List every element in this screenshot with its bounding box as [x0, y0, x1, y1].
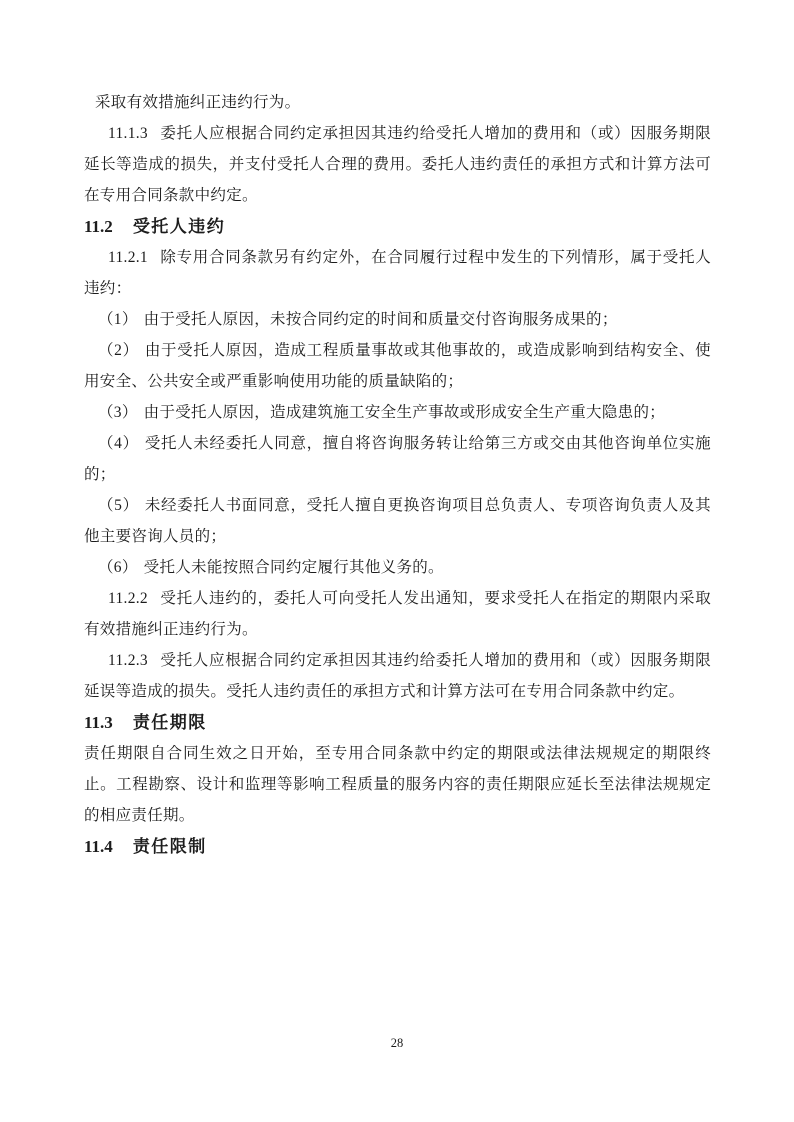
list-item-text: 受托人未能按照合同约定履行其他义务的。 — [143, 559, 444, 576]
page-content — [84, 87, 711, 862]
page-number: 28 — [390, 1036, 404, 1050]
list-item-3 — [84, 397, 711, 428]
clause-11-3-body: 责任期限自合同生效之日开始，至专用合同条款中约定的期限或法律法规规定的期限终止。工程勘察、设计和监理等影响工程质量的服务内容的责任期限应延长至法律法规规定的相应责任期。 — [84, 745, 711, 824]
clause-text: 委托人应根据合同约定承担因其违约给受托人增加的费用和（或）因服务期限延长等造成的损失，并支付受托人合理的费用。委托人违约责任的承担方式和计算方法可在专用合同条款中约定。 — [84, 125, 711, 204]
clause-number: 11.2.3 — [108, 652, 148, 669]
list-item-2 — [84, 335, 711, 397]
heading-11-2 — [84, 211, 711, 242]
clause-number: 11.2.1 — [108, 249, 148, 266]
list-item-number: （4） — [98, 435, 139, 452]
list-item-number: （2） — [98, 342, 139, 359]
list-item-text: 未经委托人书面同意，受托人擅自更换咨询项目总负责人、专项咨询负责人及其他主要咨询人员的； — [84, 497, 711, 545]
heading-number: 11.2 — [84, 217, 113, 236]
list-item-text: 由于受托人原因，造成建筑施工安全生产事故或形成安全生产重大隐患的； — [143, 404, 666, 421]
clause-11-2-1 — [84, 242, 711, 304]
clause-11-1-3 — [84, 118, 711, 211]
list-item-text: 由于受托人原因，未按合同约定的时间和质量交付咨询服务成果的； — [143, 311, 618, 328]
clause-text: 受托人违约的，委托人可向受托人发出通知，要求受托人在指定的期限内采取有效措施纠正违约行为。 — [84, 590, 711, 638]
list-item-5 — [84, 490, 711, 552]
paragraph-continuation: 采取有效措施纠正违约行为。 — [95, 94, 301, 111]
list-item-number: （6） — [98, 559, 138, 576]
list-item-4 — [84, 428, 711, 490]
clause-text: 除专用合同条款另有约定外，在合同履行过程中发生的下列情形，属于受托人违约： — [84, 249, 711, 297]
list-item-1 — [84, 304, 711, 335]
heading-number: 11.3 — [84, 713, 113, 732]
clause-number: 11.1.3 — [108, 125, 148, 142]
clause-11-2-3 — [84, 645, 711, 707]
clause-11-2-2 — [84, 583, 711, 645]
heading-11-4 — [84, 831, 711, 862]
heading-number: 11.4 — [84, 837, 113, 856]
list-item-text: 受托人未经委托人同意，擅自将咨询服务转让给第三方或交由其他咨询单位实施的； — [84, 435, 711, 483]
list-item-number: （5） — [98, 497, 139, 514]
list-item-number: （1） — [98, 311, 138, 328]
list-item-number: （3） — [98, 404, 138, 421]
heading-title: 责任期限 — [132, 713, 207, 732]
clause-number: 11.2.2 — [108, 590, 148, 607]
heading-title: 受托人违约 — [132, 217, 226, 236]
list-item-text: 由于受托人原因，造成工程质量事故或其他事故的，或造成影响到结构安全、使用安全、公共安全或严重影响使用功能的质量缺陷的； — [84, 342, 711, 390]
clause-text: 受托人应根据合同约定承担因其违约给委托人增加的费用和（或）因服务期限延误等造成的损失。受托人违约责任的承担方式和计算方法可在专用合同条款中约定。 — [84, 652, 711, 700]
list-item-6 — [84, 552, 711, 583]
heading-11-3 — [84, 707, 711, 738]
heading-title: 责任限制 — [132, 837, 207, 856]
